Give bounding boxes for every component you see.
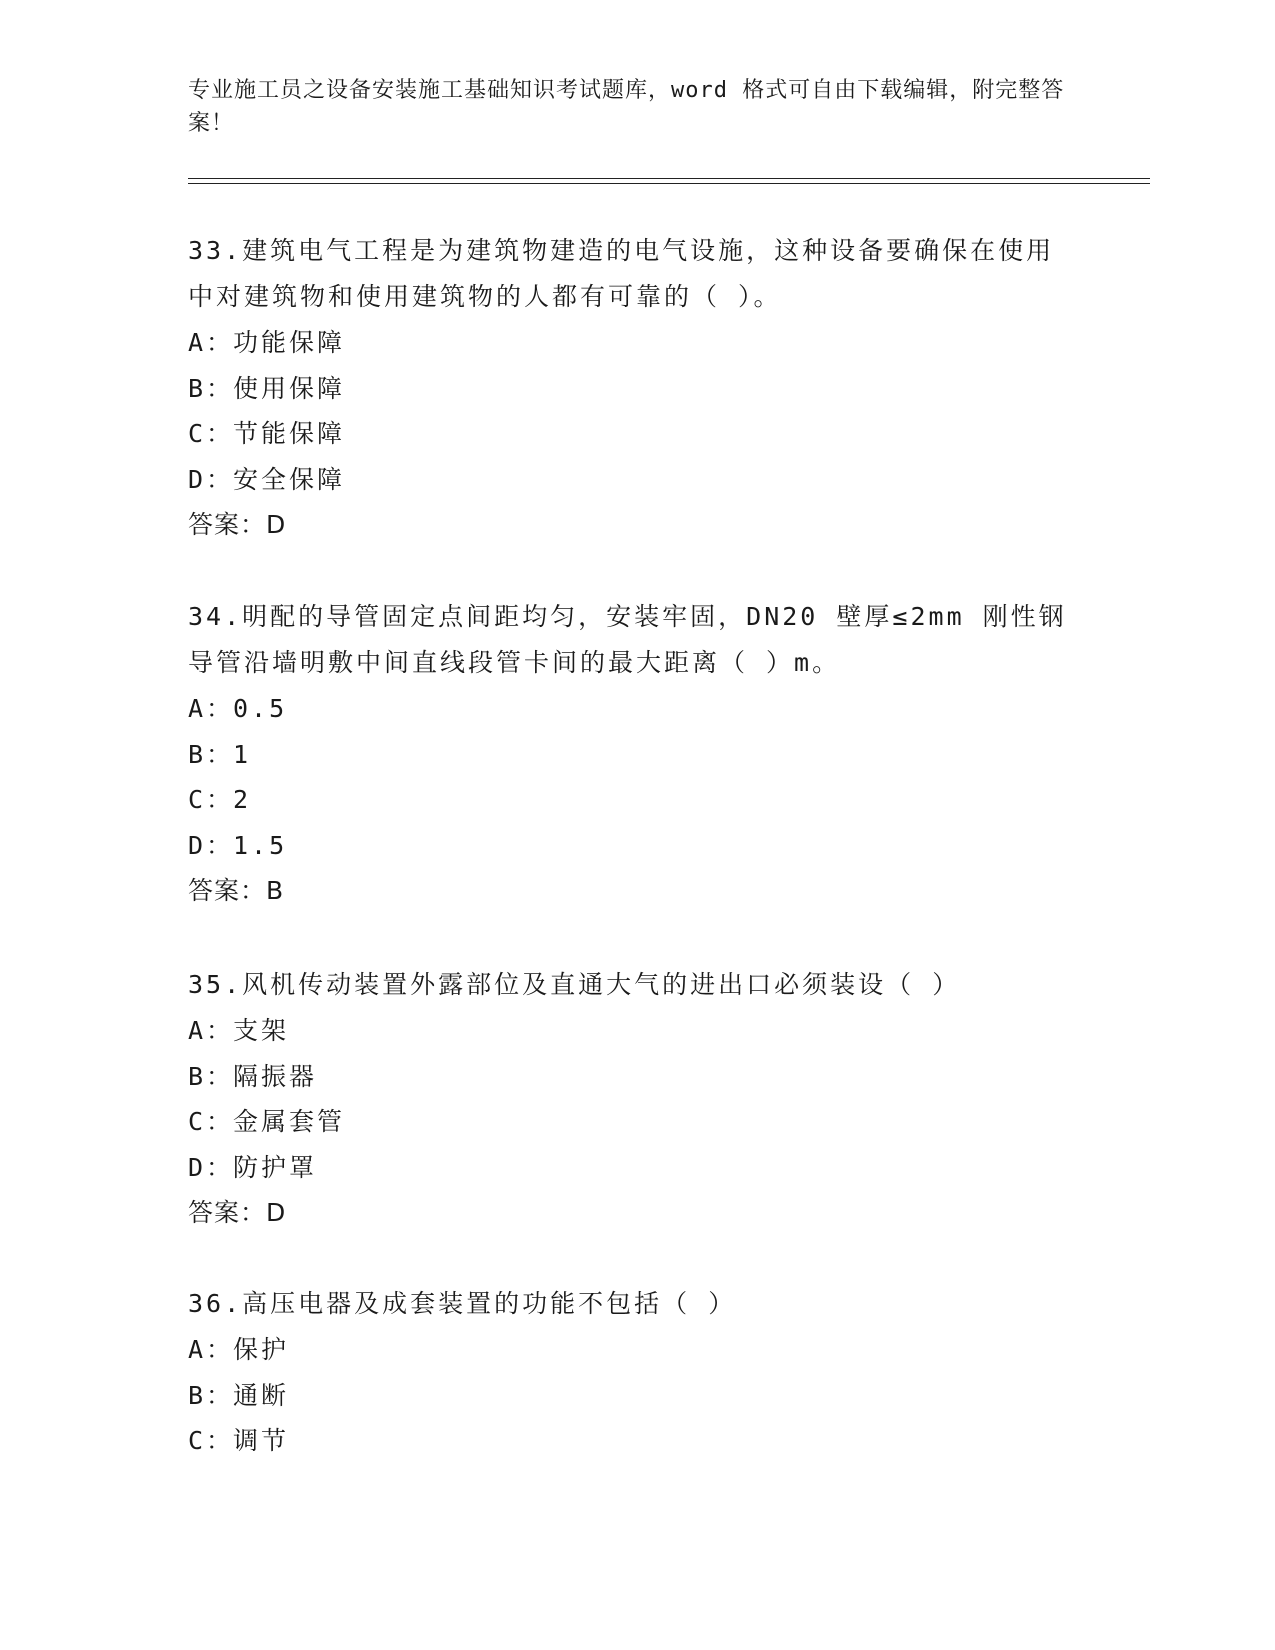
option-text: 2 bbox=[233, 785, 252, 814]
option-letter: B： bbox=[188, 1380, 235, 1410]
option-letter: A： bbox=[188, 1016, 235, 1045]
answer-label: 答案： bbox=[188, 510, 267, 539]
option-text: 调节 bbox=[233, 1426, 290, 1455]
option-c bbox=[188, 1099, 1088, 1145]
option-letter: B： bbox=[188, 373, 235, 403]
option-b bbox=[188, 732, 1088, 778]
option-c bbox=[188, 1418, 1088, 1464]
option-text: 金属套管 bbox=[233, 1107, 346, 1136]
option-text: 1 bbox=[233, 739, 252, 769]
question-34 bbox=[188, 594, 1088, 914]
option-letter: B： bbox=[188, 739, 235, 769]
option-letter: B： bbox=[188, 1061, 235, 1091]
question-stem: 36.高压电器及成套装置的功能不包括（ ） bbox=[188, 1289, 737, 1318]
header-divider-top bbox=[188, 178, 1150, 179]
option-text: 使用保障 bbox=[233, 373, 346, 403]
option-letter: A： bbox=[188, 1335, 235, 1364]
answer-value: B bbox=[266, 876, 285, 905]
option-letter: D： bbox=[188, 830, 235, 860]
option-b bbox=[188, 1054, 1088, 1100]
answer-label: 答案： bbox=[188, 876, 267, 905]
option-letter: A： bbox=[188, 328, 235, 357]
answer-label: 答案： bbox=[188, 1198, 267, 1227]
option-a bbox=[188, 686, 1088, 732]
question-33 bbox=[188, 228, 1088, 548]
option-text: 1.5 bbox=[233, 830, 288, 860]
question-stem: 34.明配的导管固定点间距均匀，安装牢固，DN20 壁厚≤2mm 刚性钢导管沿墙明敷中间直线段管卡间的最大距离（ ）m。 bbox=[188, 602, 1067, 677]
option-text: 功能保障 bbox=[233, 328, 346, 357]
option-letter: C： bbox=[188, 1426, 235, 1455]
option-letter: C： bbox=[188, 419, 235, 448]
option-a bbox=[188, 320, 1088, 366]
document-header: 专业施工员之设备安装施工基础知识考试题库，word 格式可自由下载编辑，附完整答案！ bbox=[188, 78, 1065, 136]
question-36 bbox=[188, 1281, 1088, 1464]
option-text: 防护罩 bbox=[233, 1152, 318, 1182]
option-letter: A： bbox=[188, 694, 235, 723]
option-d bbox=[188, 823, 1088, 869]
question-35 bbox=[188, 962, 1088, 1236]
option-a bbox=[188, 1008, 1088, 1054]
option-letter: C： bbox=[188, 785, 235, 814]
option-b bbox=[188, 1373, 1088, 1419]
answer-line bbox=[188, 868, 1088, 914]
option-text: 通断 bbox=[233, 1380, 290, 1410]
answer-value: D bbox=[266, 510, 287, 539]
question-stem: 35.风机传动装置外露部位及直通大气的进出口必须装设（ ） bbox=[188, 970, 961, 999]
option-letter: D： bbox=[188, 464, 235, 494]
option-text: 支架 bbox=[233, 1016, 290, 1045]
option-text: 安全保障 bbox=[233, 464, 346, 494]
option-letter: C： bbox=[188, 1107, 235, 1136]
answer-line bbox=[188, 1190, 1088, 1236]
option-c bbox=[188, 411, 1088, 457]
option-b bbox=[188, 366, 1088, 412]
option-d bbox=[188, 1145, 1088, 1191]
answer-value: D bbox=[266, 1198, 287, 1227]
header-divider-bottom bbox=[188, 183, 1150, 184]
answer-line bbox=[188, 502, 1088, 548]
option-text: 0.5 bbox=[233, 694, 288, 723]
option-letter: D： bbox=[188, 1152, 235, 1182]
option-text: 隔振器 bbox=[233, 1061, 318, 1091]
option-text: 节能保障 bbox=[233, 419, 346, 448]
option-text: 保护 bbox=[233, 1335, 290, 1364]
question-stem: 33.建筑电气工程是为建筑物建造的电气设施，这种设备要确保在使用中对建筑物和使用建筑物的人都有可靠的（ ）。 bbox=[188, 236, 1055, 311]
option-a bbox=[188, 1327, 1088, 1373]
option-c bbox=[188, 777, 1088, 823]
option-d bbox=[188, 457, 1088, 503]
